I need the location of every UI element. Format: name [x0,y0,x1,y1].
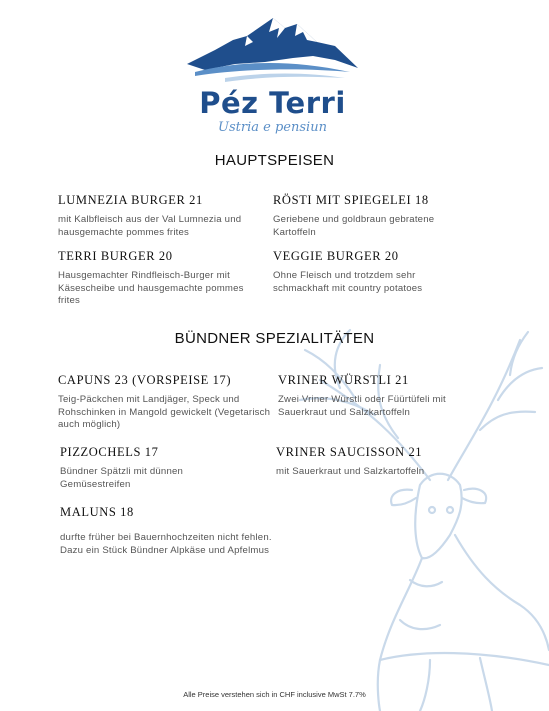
menu-item [273,193,473,239]
section-title-main: HAUPTSPEISEN [214,152,335,169]
menu-item [60,445,250,491]
item-description: Hausgemachter Rindfleisch-Burger mit Käsescheibe und hausgemachte pommes frites [58,270,244,306]
menu-item [276,445,476,479]
menu-item [58,193,258,239]
menu-item [278,373,478,419]
menu-item [58,373,273,432]
item-description: durfte früher bei Bauernhochzeiten nicht fehlen. Dazu ein Stück Bündner Alpkäse und Apfelmus [60,532,272,556]
item-title: RÖSTI MIT SPIEGELEI 18 [273,193,429,207]
item-title: PIZZOCHELS 17 [60,445,159,459]
brand-name: Péz Terri [199,86,346,120]
section-title-specials: BÜNDNER SPEZIALITÄTEN [174,330,375,347]
menu-item [60,505,275,557]
logo [185,12,360,135]
item-title: VRINER SAUCISSON 21 [276,445,423,459]
item-title: MALUNS 18 [60,505,134,519]
menu-item [273,249,473,295]
item-title: VRINER WÜRSTLI 21 [278,373,409,387]
item-description: Ohne Fleisch und trotzdem sehr schmackhaft mit country potatoes [273,270,423,294]
item-title: CAPUNS 23 (VORSPEISE 17) [58,373,232,387]
item-title: TERRI BURGER 20 [58,249,173,263]
item-description: mit Sauerkraut und Salzkartoffeln [276,466,425,477]
brand-tagline: Ustria e pensiun [218,120,327,135]
item-description: Geriebene und goldbraun gebratene Kartoffeln [273,214,435,238]
menu-item [58,249,258,308]
price-footnote: Alle Preise verstehen sich in CHF inclusive MwSt 7.7% [183,690,366,699]
item-title: LUMNEZIA BURGER 21 [58,193,203,207]
item-description: Teig-Päckchen mit Landjäger, Speck und Rohschinken in Mangold gewickelt (Vegetarisch auch möglich) [58,394,271,430]
mountain-logo-icon [185,12,360,87]
item-description: Bündner Spätzli mit dünnen Gemüsestreifen [60,466,184,490]
item-title: VEGGIE BURGER 20 [273,249,399,263]
item-description: mit Kalbfleisch aus der Val Lumnezia und hausgemachte pommes frites [58,214,242,238]
item-description: Zwei Vriner Würstli oder Füürtüfeli mit Sauerkraut und Salzkartoffeln [278,394,446,418]
